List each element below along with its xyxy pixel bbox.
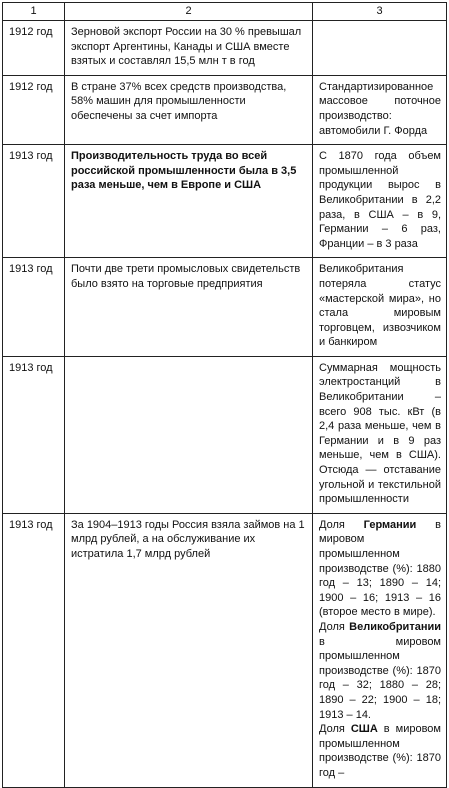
world-fact-cell: [313, 21, 447, 76]
table-row: [3, 356, 447, 513]
russia-fact-cell: Почти две трети промысловых свидетельств было взято на торговые предприятия: [65, 258, 313, 357]
russia-fact-cell: Зерновой экспорт России на 30 % превышал экспорт Аргентины, Канады и США вместе взятых и составлял 15,5 млн т в год: [65, 21, 313, 76]
share-britain-text: в мировом промышленном производстве (%): 1870 год – 32; 1880 – 28; 1890 – 22; 1900 – 18; 1913 – 14.: [319, 635, 441, 721]
year-cell: 1913 год: [3, 356, 65, 513]
table-row: [3, 21, 447, 76]
share-usa-country: США: [350, 723, 378, 736]
column-header-1: 1: [3, 3, 65, 21]
russia-fact-cell: За 1904–1913 годы Россия взяла займов на 1 млрд рублей, а на обслуживание их истратила 1,7 млрд рублей: [65, 513, 313, 787]
russia-fact-cell: Производительность труда во всей российской промышленности была в 3,5 раза меньше, чем в Европе и США: [65, 145, 313, 258]
world-fact-cell: С 1870 года объем промышленной продукции вырос в Великобритании в 2,2 раза, в США – в 9, Германии – 6 раз, Франции – в 3 раза: [313, 145, 447, 258]
share-germany-prefix: Доля: [319, 518, 364, 531]
world-fact-cell: Великобритания потеряла статус «мастерской мира», но стала мировым торговцем, извозчиком и банкиром: [313, 258, 447, 357]
year-cell: 1913 год: [3, 258, 65, 357]
share-germany-country: Германии: [363, 518, 417, 531]
year-cell: 1913 год: [3, 513, 65, 787]
column-header-3: 3: [313, 3, 447, 21]
header-row: [3, 3, 447, 21]
document-page: [2, 2, 446, 779]
table-row: [3, 145, 447, 258]
table-row: [3, 513, 447, 787]
world-fact-cell: [313, 513, 447, 787]
share-usa-prefix: Доля: [319, 723, 351, 736]
world-fact-cell: Стандартизированное массовое поточное производство: автомобили Г. Форда: [313, 75, 447, 144]
history-table: [2, 2, 447, 788]
year-cell: 1912 год: [3, 75, 65, 144]
share-usa-text: в мировом промышленном производстве (%): 1870 год –: [319, 723, 441, 779]
column-header-2: 2: [65, 3, 313, 21]
year-cell: 1912 год: [3, 21, 65, 76]
russia-fact-cell: В стране 37% всех средств производства, 58% машин для промышленности обеспечены за счет импорта: [65, 75, 313, 144]
table-row: [3, 258, 447, 357]
russia-fact-cell: [65, 356, 313, 513]
share-britain-country: Великобритании: [349, 620, 441, 633]
share-germany-text: в мировом промышленном производстве (%): 1880 год – 13; 1890 – 14; 1900 – 16; 1913 – 16 (второе место в мире).: [319, 518, 441, 619]
year-cell: 1913 год: [3, 145, 65, 258]
world-fact-cell: Суммарная мощность электростанций в Великобритании – всего 908 тыс. кВт (в 2,4 раза меньше, чем в Германии и в 9 раз меньше, чем в США). Отсюда — отставание угольной и текстильной промышленности: [313, 356, 447, 513]
share-britain-prefix: Доля: [319, 620, 350, 633]
table-row: [3, 75, 447, 144]
